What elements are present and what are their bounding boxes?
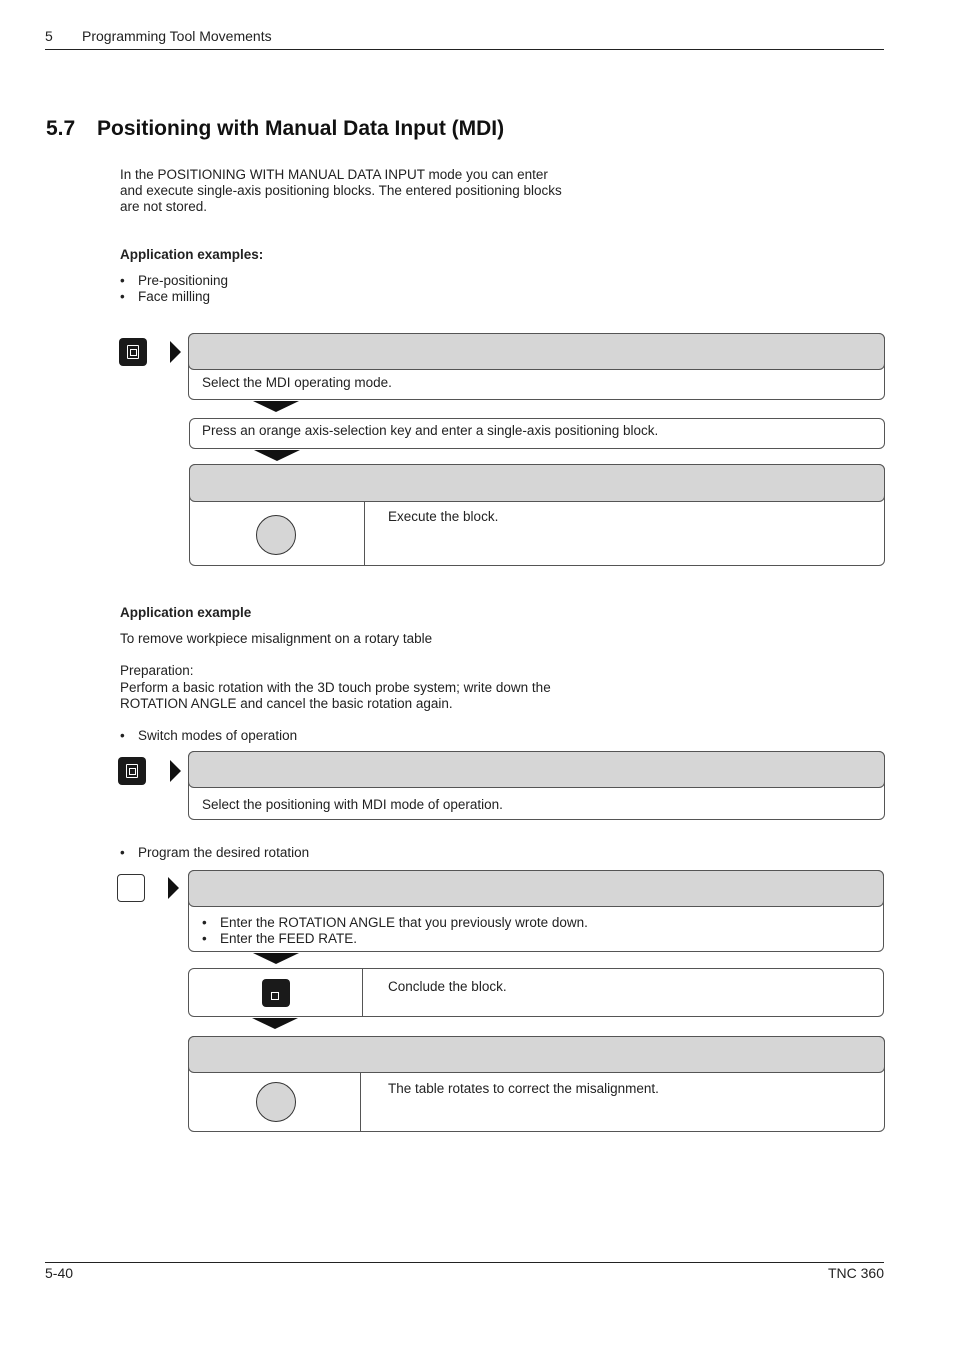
softkey-bar — [188, 1036, 885, 1073]
prep-line-2: ROTATION ANGLE and cancel the basic rotation again. — [120, 696, 453, 711]
column-divider — [364, 502, 365, 566]
softkey-bar — [189, 464, 885, 502]
intro-line-1: In the POSITIONING WITH MANUAL DATA INPUT mode you can enter — [120, 167, 548, 182]
product-name: TNC 360 — [827, 1265, 884, 1281]
step-text: Conclude the block. — [388, 979, 507, 994]
prep-label: Preparation: — [120, 663, 194, 678]
header-title: Programming Tool Movements — [82, 28, 272, 44]
list-item: • Switch modes of operation — [138, 728, 297, 745]
list-item: • Enter the ROTATION ANGLE that you previously wrote down. — [220, 915, 588, 932]
list-item: • Enter the FEED RATE. — [220, 931, 357, 948]
step-text: Execute the block. — [388, 509, 499, 524]
step-box — [188, 968, 884, 1017]
arrow-down-icon — [253, 401, 299, 412]
step-text: The table rotates to correct the misalignment. — [388, 1081, 659, 1096]
arrow-down-icon — [253, 953, 299, 964]
page-number: 5-40 — [45, 1265, 74, 1281]
step-text: Select the MDI operating mode. — [202, 375, 392, 390]
ent-key-icon — [262, 979, 290, 1007]
header-rule — [45, 49, 884, 50]
mdi-mode-key-icon — [118, 757, 146, 785]
footer-rule — [45, 1262, 884, 1263]
app-example-heading: Application example — [120, 605, 252, 620]
step-text: Select the positioning with MDI mode of operation. — [202, 797, 503, 812]
nc-start-key-icon — [256, 1082, 296, 1122]
triangle-right-icon — [170, 760, 181, 782]
column-divider — [362, 968, 363, 1017]
prep-line-1: Perform a basic rotation with the 3D touch probe system; write down the — [120, 680, 551, 695]
softkey-bar — [188, 870, 884, 907]
nc-start-key-icon — [256, 515, 296, 555]
softkey-bar — [188, 333, 885, 370]
arrow-down-icon — [254, 450, 300, 461]
intro-line-3: are not stored. — [120, 199, 208, 214]
softkey-bar — [188, 751, 885, 788]
triangle-right-icon — [170, 341, 181, 363]
app-examples-heading: Application examples: — [120, 247, 264, 262]
step-text: Press an orange axis-selection key and enter a single-axis positioning block. — [202, 423, 659, 438]
column-divider — [360, 1073, 361, 1132]
header-chapter: 5 — [45, 28, 53, 44]
app-example-text: To remove workpiece misalignment on a rotary table — [120, 631, 433, 646]
list-item: • Face milling — [138, 289, 210, 306]
intro-line-2: and execute single-axis positioning blocks. The entered positioning blocks — [120, 183, 562, 198]
axis-key-icon — [117, 874, 145, 902]
mdi-mode-key-icon — [119, 338, 147, 366]
list-item: • Pre-positioning — [138, 273, 228, 290]
list-item: • Program the desired rotation — [138, 845, 309, 862]
arrow-down-icon — [252, 1018, 298, 1029]
section-title: Positioning with Manual Data Input (MDI) — [97, 117, 505, 140]
section-number: 5.7 — [46, 117, 76, 140]
triangle-right-icon — [168, 877, 179, 899]
